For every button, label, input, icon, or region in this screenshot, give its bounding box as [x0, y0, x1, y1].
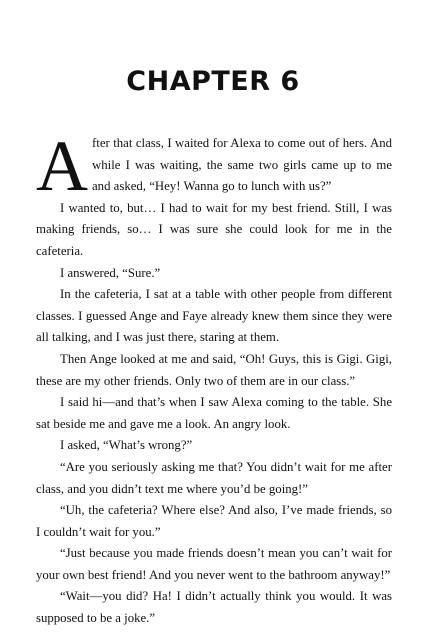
- chapter-title: CHAPTER 6: [126, 66, 300, 97]
- paragraph-text: fter that class, I waited for Alexa to come out of hers. And while I was waiting, the same two girls came up to me and asked, “Hey! Wanna go to lunch with us?”: [92, 136, 392, 194]
- paragraph-9: “Uh, the cafeteria? Where else? And also, I’ve made friends, so I couldn’t wait for you.”: [36, 503, 392, 539]
- paragraph-7: I asked, “What’s wrong?”: [60, 438, 193, 453]
- paragraph-1: [36, 126, 392, 206]
- paragraph-11: “Wait—you did? Ha! I didn’t actually think you would. It was supposed to be a joke.”: [36, 589, 392, 626]
- paragraph-4: In the cafeteria, I sat at a table with other people from different classes. I guessed Ange and Faye already knew them since they were all talking, and I was just there, staring at them.: [36, 287, 392, 345]
- paragraph-5: Then Ange looked at me and said, “Oh! Guys, this is Gigi. Gigi, these are my other friends. Only two of them are in our class.”: [36, 351, 392, 388]
- paragraph-2: I wanted to, but… I had to wait for my best friend. Still, I was making friends, so… I was sure she could look for me in the cafeteria.: [36, 200, 392, 258]
- chapter-body: [36, 126, 392, 630]
- paragraph-6: I said hi—and that’s when I saw Alexa coming to the table. She sat beside me and gave me a look. An angry look.: [36, 395, 392, 431]
- drop-cap: A: [36, 126, 88, 206]
- paragraph-3: I answered, “Sure.”: [60, 265, 161, 280]
- paragraph-10: “Just because you made friends doesn’t mean you can’t wait for your own best friend! And you never went to the bathroom anyway!”: [36, 546, 392, 582]
- paragraph-8: “Are you seriously asking me that? You didn’t wait for me after class, and you didn’t text me where you’d be going!”: [36, 459, 392, 496]
